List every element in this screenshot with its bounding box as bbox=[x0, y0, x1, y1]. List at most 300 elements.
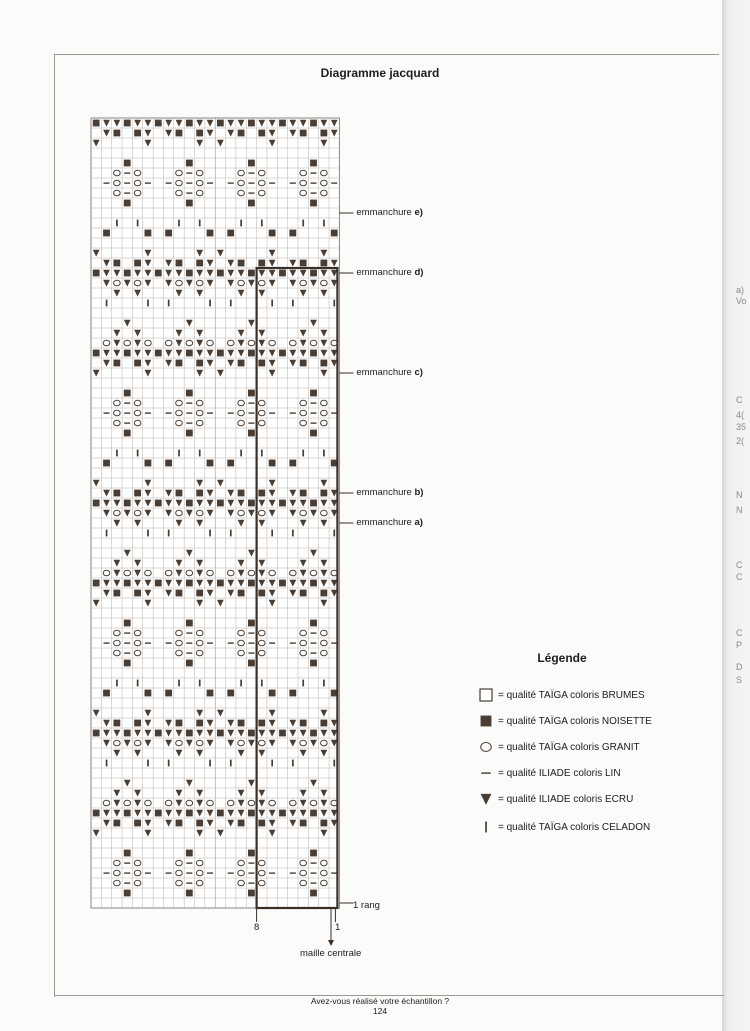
stitch-symbol bbox=[238, 820, 245, 827]
stitch-symbol bbox=[186, 652, 192, 653]
stitch-symbol bbox=[124, 730, 131, 737]
stitch-symbol bbox=[178, 220, 180, 227]
stitch-symbol bbox=[176, 360, 183, 367]
stitch-symbol bbox=[311, 192, 317, 193]
marker-label-d bbox=[356, 267, 423, 279]
stitch-symbol bbox=[269, 690, 276, 697]
stitch-symbol bbox=[134, 820, 141, 827]
stitch-1-label: 1 bbox=[335, 922, 341, 933]
stitch-symbol bbox=[248, 730, 255, 737]
stitch-symbol bbox=[227, 460, 234, 467]
stitch-symbol bbox=[300, 130, 307, 137]
stitch-symbol bbox=[186, 580, 193, 587]
stitch-symbol bbox=[113, 490, 120, 497]
stitch-symbol bbox=[228, 872, 234, 873]
stitch-symbol bbox=[124, 882, 130, 883]
stitch-symbol bbox=[186, 890, 193, 897]
stitch-symbol bbox=[248, 872, 254, 873]
stitch-symbol bbox=[196, 490, 203, 497]
stitch-symbol bbox=[186, 412, 192, 413]
stitch-symbol bbox=[113, 130, 120, 137]
stitch-symbol bbox=[155, 810, 162, 817]
stitch-symbol bbox=[124, 632, 130, 633]
stitch-symbol bbox=[258, 590, 265, 597]
stitch-symbol bbox=[258, 130, 265, 137]
stitch-symbol bbox=[248, 862, 254, 863]
stitch-8-label: 8 bbox=[254, 922, 260, 933]
stitch-symbol bbox=[310, 620, 317, 627]
stitch-symbol bbox=[310, 120, 317, 127]
stitch-symbol bbox=[145, 412, 151, 413]
stitch-symbol bbox=[113, 820, 120, 827]
stitch-symbol bbox=[207, 460, 214, 467]
stitch-symbol bbox=[103, 460, 110, 467]
stitch-symbol bbox=[196, 820, 203, 827]
edge-text-fragment: S bbox=[736, 675, 743, 685]
stitch-symbol bbox=[311, 882, 317, 883]
stitch-symbol bbox=[93, 270, 100, 277]
stitch-symbol bbox=[258, 490, 265, 497]
stitch-symbol bbox=[217, 350, 224, 357]
stitch-symbol bbox=[93, 500, 100, 507]
stitch-symbol bbox=[311, 172, 317, 173]
stitch-symbol bbox=[124, 350, 131, 357]
stitch-symbol bbox=[209, 530, 211, 537]
stitch-symbol bbox=[124, 862, 130, 863]
stitch-symbol bbox=[300, 820, 307, 827]
stitch-symbol bbox=[176, 590, 183, 597]
stitch-symbol bbox=[310, 270, 317, 277]
stitch-symbol bbox=[217, 500, 224, 507]
stitch-symbol bbox=[113, 260, 120, 267]
stitch-symbol bbox=[310, 660, 317, 667]
stitch-symbol bbox=[279, 350, 286, 357]
stitch-symbol bbox=[311, 422, 317, 423]
stitch-symbol bbox=[310, 430, 317, 437]
stitch-symbol bbox=[145, 182, 151, 183]
stitch-symbol bbox=[186, 810, 193, 817]
stitch-symbol bbox=[248, 422, 254, 423]
stitch-symbol bbox=[279, 730, 286, 737]
stitch-symbol bbox=[271, 530, 273, 537]
page-number: 124 bbox=[372, 1006, 388, 1016]
stitch-symbol bbox=[227, 690, 234, 697]
stitch-symbol bbox=[217, 730, 224, 737]
stitch-symbol bbox=[134, 360, 141, 367]
stitch-symbol bbox=[310, 500, 317, 507]
empty-symbol-icon bbox=[478, 687, 494, 703]
stitch-symbol bbox=[137, 220, 139, 227]
stitch-symbol bbox=[124, 620, 131, 627]
stitch-symbol bbox=[93, 350, 100, 357]
stitch-symbol bbox=[311, 652, 317, 653]
stitch-symbol bbox=[238, 490, 245, 497]
stitch-symbol bbox=[147, 300, 149, 307]
square-symbol-icon bbox=[478, 713, 494, 729]
stitch-symbol bbox=[196, 130, 203, 137]
stitch-symbol bbox=[168, 530, 170, 537]
stitch-symbol bbox=[199, 450, 201, 457]
stitch-symbol bbox=[106, 760, 108, 767]
stitch-symbol bbox=[238, 590, 245, 597]
stitch-symbol bbox=[320, 260, 327, 267]
stitch-symbol bbox=[269, 642, 275, 643]
marker-label-a bbox=[356, 517, 423, 529]
stitch-symbol bbox=[209, 300, 211, 307]
stitch-symbol bbox=[176, 130, 183, 137]
stitch-symbol bbox=[320, 720, 327, 727]
stitch-symbol bbox=[165, 460, 172, 467]
stitch-symbol bbox=[310, 810, 317, 817]
legend-item-square bbox=[478, 713, 652, 729]
stitch-symbol bbox=[196, 590, 203, 597]
legend-text: = qualité TAÏGA coloris NOISETTE bbox=[498, 715, 652, 727]
stitch-symbol bbox=[176, 490, 183, 497]
stitch-symbol bbox=[186, 862, 192, 863]
stitch-symbol bbox=[238, 720, 245, 727]
stitch-symbol bbox=[186, 160, 193, 167]
marker-letter: c) bbox=[414, 367, 423, 378]
legend-item-circle bbox=[478, 739, 640, 755]
stitch-symbol bbox=[290, 642, 296, 643]
stitch-symbol bbox=[279, 810, 286, 817]
stitch-symbol bbox=[248, 632, 254, 633]
edge-text-fragment: C bbox=[736, 395, 743, 405]
stitch-symbol bbox=[209, 760, 211, 767]
stitch-symbol bbox=[104, 642, 110, 643]
stitch-symbol bbox=[124, 642, 130, 643]
stitch-symbol bbox=[311, 182, 317, 183]
stitch-symbol bbox=[238, 130, 245, 137]
stitch-symbol bbox=[248, 402, 254, 403]
stitch-symbol bbox=[145, 690, 152, 697]
stitch-symbol bbox=[113, 590, 120, 597]
stitch-symbol bbox=[186, 402, 192, 403]
stitch-symbol bbox=[147, 530, 149, 537]
stitch-symbol bbox=[93, 580, 100, 587]
stitch-symbol bbox=[248, 430, 255, 437]
stitch-symbol bbox=[166, 872, 172, 873]
stitch-symbol bbox=[240, 450, 242, 457]
marker-prefix: emmanchure bbox=[356, 207, 415, 218]
stitch-symbol bbox=[269, 412, 275, 413]
stitch-symbol bbox=[248, 620, 255, 627]
stitch-symbol bbox=[302, 220, 304, 227]
stitch-symbol bbox=[248, 200, 255, 207]
stitch-symbol bbox=[258, 720, 265, 727]
legend-item-empty bbox=[478, 687, 645, 703]
dash-symbol-icon bbox=[478, 765, 494, 781]
stitch-symbol bbox=[320, 590, 327, 597]
stitch-symbol bbox=[116, 450, 118, 457]
legend-title: Légende bbox=[537, 651, 587, 665]
stitch-symbol bbox=[269, 230, 276, 237]
stitch-symbol bbox=[207, 872, 213, 873]
stitch-symbol bbox=[196, 720, 203, 727]
edge-text-fragment: P bbox=[736, 640, 743, 650]
stitch-symbol bbox=[124, 850, 131, 857]
stitch-symbol bbox=[310, 890, 317, 897]
marker-prefix: emmanchure bbox=[356, 487, 415, 498]
stitch-symbol bbox=[147, 760, 149, 767]
marker-prefix: emmanchure bbox=[356, 267, 415, 278]
stitch-symbol bbox=[269, 872, 275, 873]
stitch-symbol bbox=[290, 872, 296, 873]
stitch-symbol bbox=[261, 450, 263, 457]
stitch-symbol bbox=[310, 580, 317, 587]
stitch-symbol bbox=[186, 182, 192, 183]
stitch-symbol bbox=[176, 820, 183, 827]
stitch-symbol bbox=[124, 270, 131, 277]
legend-item-bar bbox=[478, 819, 650, 835]
stitch-symbol bbox=[124, 430, 131, 437]
stitch-symbol bbox=[228, 642, 234, 643]
stitch-symbol bbox=[124, 402, 130, 403]
stitch-symbol bbox=[248, 660, 255, 667]
stitch-symbol bbox=[155, 350, 162, 357]
stitch-symbol bbox=[186, 430, 193, 437]
stitch-symbol bbox=[207, 230, 214, 237]
stitch-symbol bbox=[248, 580, 255, 587]
stitch-symbol bbox=[199, 680, 201, 687]
stitch-symbol bbox=[310, 850, 317, 857]
stitch-symbol bbox=[186, 120, 193, 127]
stitch-symbol bbox=[207, 412, 213, 413]
stitch-symbol bbox=[186, 270, 193, 277]
stitch-symbol bbox=[155, 120, 162, 127]
legend-item-dash bbox=[478, 765, 621, 781]
stitch-symbol bbox=[248, 642, 254, 643]
stitch-symbol bbox=[320, 820, 327, 827]
stitch-symbol bbox=[289, 230, 296, 237]
stitch-symbol bbox=[238, 360, 245, 367]
stitch-symbol bbox=[186, 200, 193, 207]
stitch-symbol bbox=[258, 820, 265, 827]
stitch-symbol bbox=[258, 260, 265, 267]
marker-letter: a) bbox=[414, 517, 423, 528]
marker-prefix: emmanchure bbox=[356, 367, 415, 378]
stitch-symbol bbox=[248, 350, 255, 357]
legend-text: = qualité ILIADE coloris ECRU bbox=[498, 793, 634, 805]
stitch-symbol bbox=[248, 890, 255, 897]
stitch-symbol bbox=[124, 652, 130, 653]
stitch-symbol bbox=[300, 490, 307, 497]
stitch-symbol bbox=[145, 460, 152, 467]
stitch-symbol bbox=[207, 182, 213, 183]
stitch-symbol bbox=[186, 390, 193, 397]
stitch-symbol bbox=[333, 300, 335, 307]
stitch-symbol bbox=[248, 160, 255, 167]
stitch-symbol bbox=[186, 882, 192, 883]
stitch-symbol bbox=[134, 260, 141, 267]
stitch-symbol bbox=[269, 182, 275, 183]
stitch-symbol bbox=[124, 160, 131, 167]
stitch-symbol bbox=[228, 182, 234, 183]
bar-symbol-icon bbox=[478, 819, 494, 835]
stitch-symbol bbox=[124, 890, 131, 897]
legend-item-triangle bbox=[478, 791, 633, 807]
edge-text-fragment: N bbox=[736, 505, 743, 515]
edge-text-fragment: 35 bbox=[736, 422, 747, 432]
row-one-label: 1 rang bbox=[353, 900, 380, 911]
stitch-symbol bbox=[155, 270, 162, 277]
stitch-symbol bbox=[333, 760, 335, 767]
stitch-symbol bbox=[217, 580, 224, 587]
stitch-symbol bbox=[300, 590, 307, 597]
stitch-symbol bbox=[217, 270, 224, 277]
stitch-symbol bbox=[165, 690, 172, 697]
stitch-symbol bbox=[186, 422, 192, 423]
stitch-symbol bbox=[104, 412, 110, 413]
stitch-symbol bbox=[230, 300, 232, 307]
stitch-symbol bbox=[124, 422, 130, 423]
stitch-symbol bbox=[261, 680, 263, 687]
stitch-symbol bbox=[186, 500, 193, 507]
stitch-symbol bbox=[186, 642, 192, 643]
stitch-symbol bbox=[176, 260, 183, 267]
stitch-symbol bbox=[178, 680, 180, 687]
stitch-symbol bbox=[248, 850, 255, 857]
stitch-symbol bbox=[311, 412, 317, 413]
stitch-symbol bbox=[271, 760, 273, 767]
stitch-symbol bbox=[166, 182, 172, 183]
footer-question: Avez-vous réalisé votre échantillon ? bbox=[310, 996, 450, 1006]
stitch-symbol bbox=[134, 590, 141, 597]
stitch-symbol bbox=[333, 530, 335, 537]
stitch-symbol bbox=[323, 220, 325, 227]
stitch-symbol bbox=[217, 120, 224, 127]
stitch-symbol bbox=[310, 160, 317, 167]
stitch-symbol bbox=[302, 680, 304, 687]
stitch-symbol bbox=[93, 810, 100, 817]
stitch-symbol bbox=[311, 632, 317, 633]
stitch-symbol bbox=[196, 360, 203, 367]
edge-text-fragment: D bbox=[736, 662, 743, 672]
stitch-symbol bbox=[124, 412, 130, 413]
stitch-symbol bbox=[248, 412, 254, 413]
stitch-symbol bbox=[124, 580, 131, 587]
stitch-symbol bbox=[104, 872, 110, 873]
edge-text-fragment: C bbox=[736, 572, 743, 582]
triangle-symbol-icon bbox=[478, 791, 494, 807]
stitch-symbol bbox=[178, 450, 180, 457]
edge-text-fragment: Vo bbox=[736, 296, 747, 306]
stitch-symbol bbox=[106, 300, 108, 307]
stitch-symbol bbox=[331, 182, 337, 183]
stitch-symbol bbox=[310, 730, 317, 737]
stitch-symbol bbox=[106, 530, 108, 537]
legend-text: = qualité TAÏGA coloris GRANIT bbox=[498, 741, 640, 753]
stitch-symbol bbox=[240, 680, 242, 687]
center-arrow-head bbox=[328, 940, 334, 946]
stitch-symbol bbox=[300, 720, 307, 727]
stitch-symbol bbox=[289, 460, 296, 467]
circle-symbol-icon bbox=[478, 739, 494, 755]
stitch-symbol bbox=[228, 412, 234, 413]
stitch-symbol bbox=[124, 872, 130, 873]
stitch-symbol bbox=[320, 490, 327, 497]
stitch-symbol bbox=[292, 530, 294, 537]
stitch-symbol bbox=[124, 390, 131, 397]
stitch-symbol bbox=[290, 412, 296, 413]
stitch-symbol bbox=[186, 620, 193, 627]
stitch-symbol bbox=[323, 450, 325, 457]
stitch-symbol bbox=[103, 690, 110, 697]
stitch-symbol bbox=[165, 230, 172, 237]
stitch-symbol bbox=[269, 460, 276, 467]
stitch-symbol bbox=[186, 660, 193, 667]
stitch-symbol bbox=[134, 490, 141, 497]
stitch-symbol bbox=[145, 872, 151, 873]
marker-letter: b) bbox=[414, 487, 424, 498]
stitch-symbol bbox=[93, 730, 100, 737]
stitch-symbol bbox=[186, 172, 192, 173]
stitch-symbol bbox=[124, 172, 130, 173]
stitch-symbol bbox=[248, 652, 254, 653]
stitch-symbol bbox=[310, 350, 317, 357]
stitch-symbol bbox=[311, 402, 317, 403]
stitch-symbol bbox=[310, 390, 317, 397]
stitch-symbol bbox=[186, 350, 193, 357]
stitch-symbol bbox=[217, 810, 224, 817]
stitch-symbol bbox=[104, 182, 110, 183]
marker-label-e bbox=[356, 207, 423, 219]
stitch-symbol bbox=[248, 182, 254, 183]
stitch-symbol bbox=[168, 300, 170, 307]
stitch-symbol bbox=[145, 230, 152, 237]
stitch-symbol bbox=[124, 192, 130, 193]
stitch-symbol bbox=[124, 200, 131, 207]
stitch-symbol bbox=[302, 450, 304, 457]
legend-text: = qualité ILIADE coloris LIN bbox=[498, 767, 621, 779]
stitch-symbol bbox=[207, 690, 214, 697]
stitch-symbol bbox=[155, 580, 162, 587]
stitch-symbol bbox=[248, 192, 254, 193]
stitch-symbol bbox=[124, 810, 131, 817]
stitch-symbol bbox=[155, 730, 162, 737]
legend-text: = qualité TAÏGA coloris CELADON bbox=[498, 821, 651, 833]
stitch-symbol bbox=[196, 260, 203, 267]
stitch-symbol bbox=[166, 412, 172, 413]
stitch-symbol bbox=[134, 130, 141, 137]
stitch-symbol bbox=[93, 120, 100, 127]
stitch-symbol bbox=[279, 120, 286, 127]
stitch-symbol bbox=[238, 260, 245, 267]
stitch-symbol bbox=[311, 642, 317, 643]
stitch-symbol bbox=[289, 690, 296, 697]
center-stitch-label: maille centrale bbox=[300, 948, 362, 959]
stitch-symbol bbox=[116, 680, 118, 687]
edge-text-fragment: C bbox=[736, 628, 743, 638]
stitch-symbol bbox=[227, 230, 234, 237]
stitch-symbol bbox=[145, 642, 151, 643]
stitch-symbol bbox=[199, 220, 201, 227]
stitch-symbol bbox=[261, 220, 263, 227]
stitch-symbol bbox=[248, 810, 255, 817]
marker-letter: e) bbox=[414, 207, 423, 218]
stitch-symbol bbox=[310, 200, 317, 207]
marker-letter: d) bbox=[414, 267, 424, 278]
stitch-symbol bbox=[124, 660, 131, 667]
marker-label-c bbox=[356, 367, 423, 379]
stitch-symbol bbox=[124, 120, 131, 127]
stitch-symbol bbox=[300, 360, 307, 367]
stitch-symbol bbox=[103, 230, 110, 237]
stitch-symbol bbox=[320, 130, 327, 137]
chart-title: Diagramme jacquard bbox=[320, 66, 440, 80]
stitch-symbol bbox=[320, 360, 327, 367]
stitch-symbol bbox=[279, 500, 286, 507]
